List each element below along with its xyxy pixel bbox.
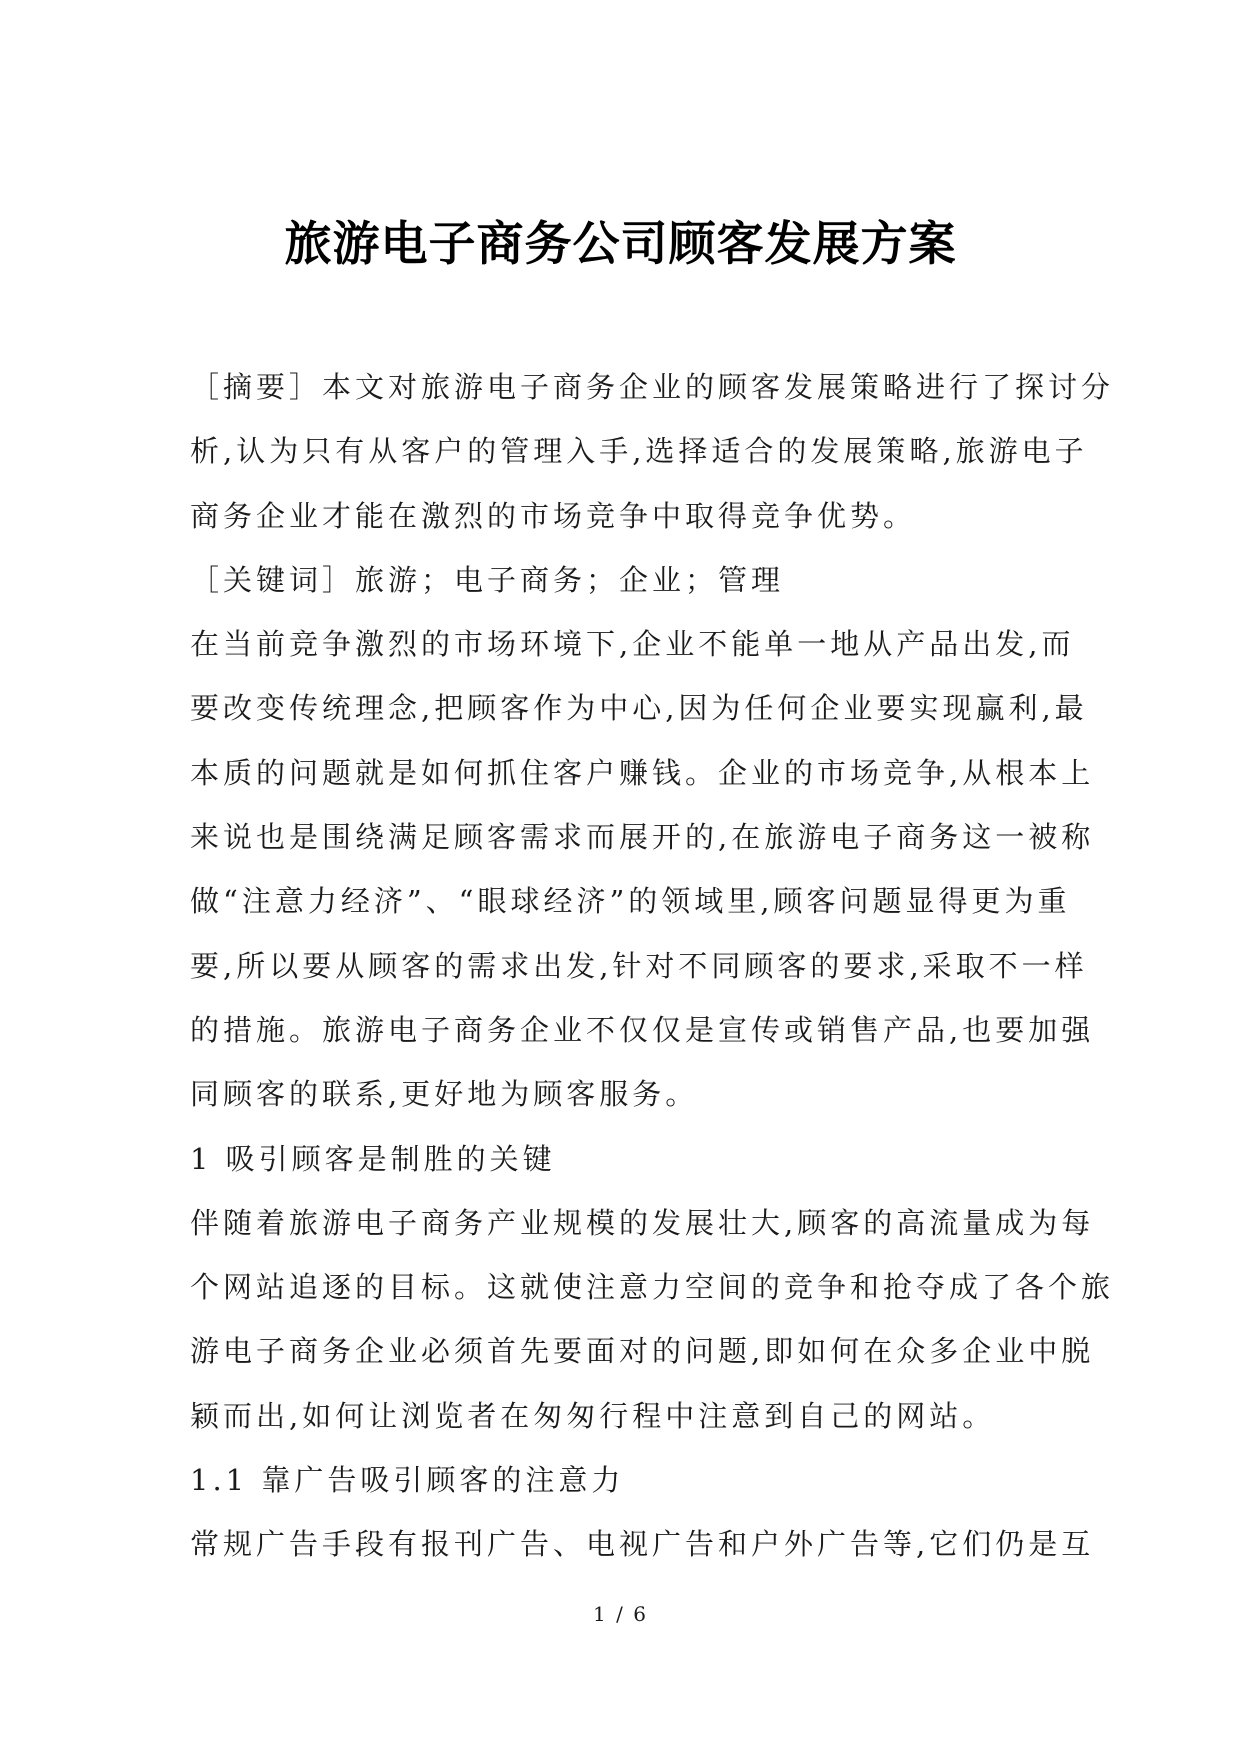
keywords-paragraph bbox=[190, 548, 1060, 612]
intro-line: 本质的问题就是如何抓住客户赚钱。企业的市场竞争,从根本上 bbox=[190, 755, 1095, 790]
abstract-line: 析,认为只有从客户的管理入手,选择适合的发展策略,旅游电子 bbox=[190, 434, 1088, 469]
section-1-paragraph bbox=[190, 1191, 1115, 1448]
section-1-line: 颖而出,如何让浏览者在匆匆行程中注意到自己的网站。 bbox=[190, 1398, 996, 1433]
intro-paragraph bbox=[190, 612, 1095, 1126]
section-1-line: 伴随着旅游电子商务产业规模的发展壮大,顾客的高流量成为每 bbox=[190, 1205, 1095, 1240]
intro-line: 的措施。旅游电子商务企业不仅仅是宣传或销售产品,也要加强 bbox=[190, 1012, 1095, 1047]
keywords-line: ［关键词］旅游；电子商务；企业；管理 bbox=[190, 562, 785, 597]
section-1-1-line: 常规广告手段有报刊广告、电视广告和户外广告等,它们仍是互 bbox=[190, 1527, 1095, 1562]
intro-line: 要改变传统理念,把顾客作为中心,因为任何企业要实现赢利,最 bbox=[190, 691, 1088, 726]
document-body bbox=[190, 355, 1115, 1577]
intro-line: 同顾客的联系,更好地为顾客服务。 bbox=[190, 1077, 699, 1112]
document-title: 旅游电子商务公司顾客发展方案 bbox=[284, 217, 957, 272]
section-1-line: 个网站追逐的目标。这就使注意力空间的竞争和抢夺成了各个旅 bbox=[190, 1270, 1115, 1305]
intro-line: 要,所以要从顾客的需求出发,针对不同顾客的要求,采取不一样 bbox=[190, 948, 1088, 983]
abstract-paragraph bbox=[190, 355, 1115, 548]
intro-line: 在当前竞争激烈的市场环境下,企业不能单一地从产品出发,而 bbox=[190, 627, 1075, 662]
section-1-1-paragraph bbox=[190, 1512, 1095, 1576]
intro-line: 来说也是围绕满足顾客需求而展开的,在旅游电子商务这一被称 bbox=[190, 820, 1095, 855]
abstract-line: ［摘要］本文对旅游电子商务企业的顾客发展策略进行了探讨分 bbox=[190, 370, 1115, 404]
intro-line: 做“注意力经济”、“眼球经济”的领域里,顾客问题显得更为重 bbox=[190, 884, 1071, 919]
page-number: 1 / 6 bbox=[593, 1602, 648, 1626]
section-1-1-heading: 1.1 靠广告吸引顾客的注意力 bbox=[190, 1463, 625, 1498]
section-1-line: 游电子商务企业必须首先要面对的问题,即如何在众多企业中脱 bbox=[190, 1334, 1095, 1369]
section-1-heading: 1 吸引顾客是制胜的关键 bbox=[190, 1141, 556, 1176]
abstract-line: 商务企业才能在激烈的市场竞争中取得竞争优势。 bbox=[190, 498, 917, 533]
